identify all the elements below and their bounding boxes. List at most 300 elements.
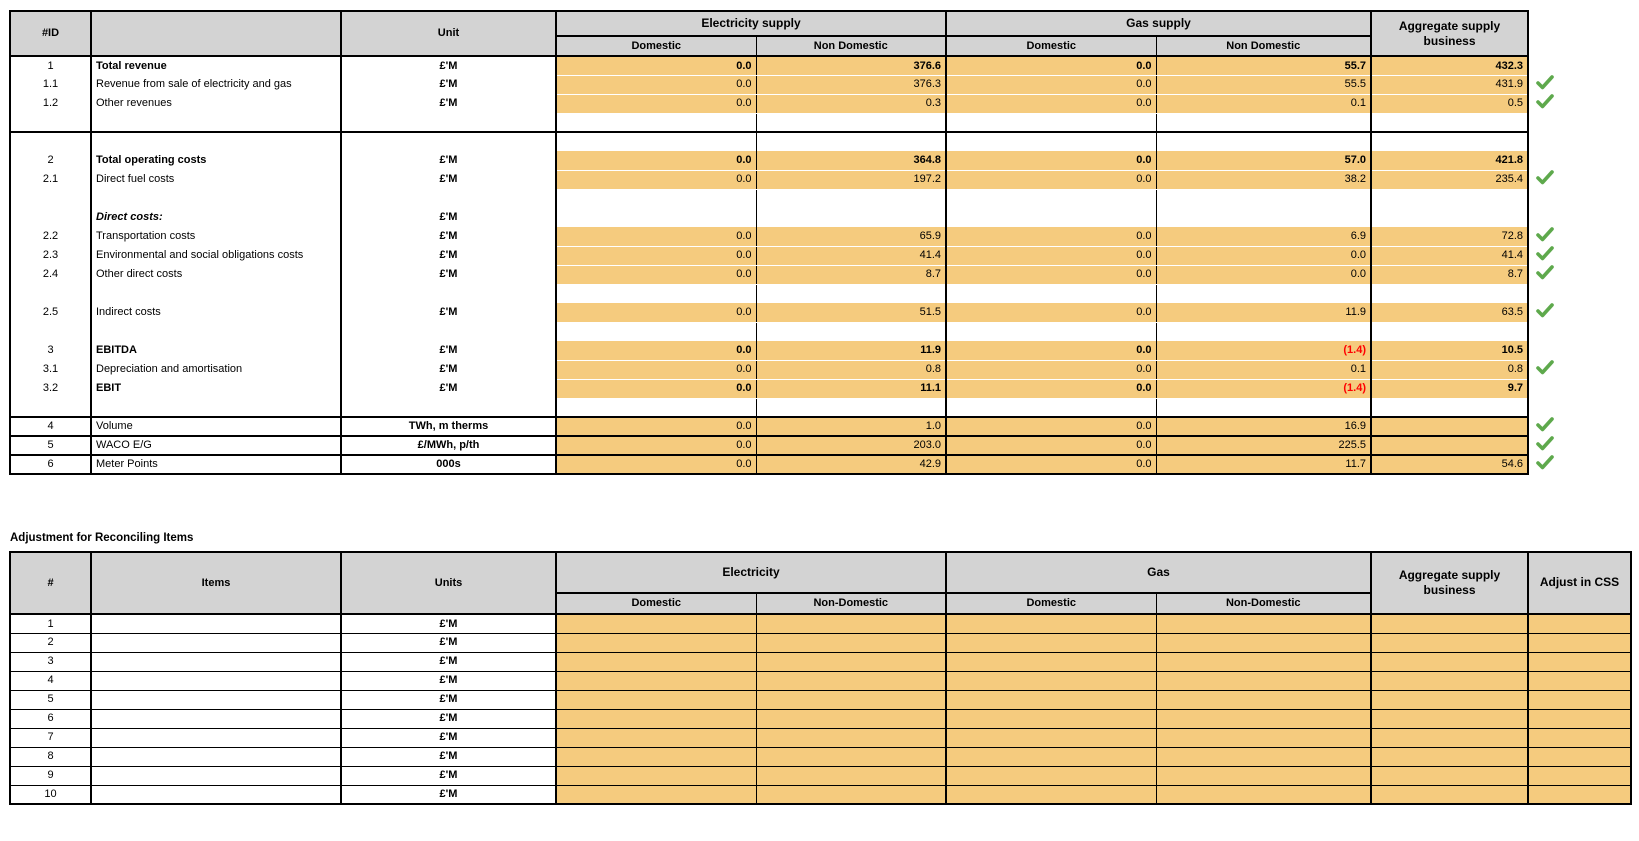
cell-aggregate[interactable] bbox=[1371, 785, 1528, 804]
cell-units: £'M bbox=[341, 652, 556, 671]
cell-aggregate[interactable]: 54.6 bbox=[1371, 455, 1528, 474]
cell-aggregate[interactable]: 9.7 bbox=[1371, 379, 1528, 398]
check-icon bbox=[1536, 360, 1554, 375]
cell-aggregate bbox=[1371, 208, 1528, 227]
cell-elec-domestic[interactable]: 0.0 bbox=[556, 455, 756, 474]
cell-item: Total operating costs bbox=[91, 151, 341, 170]
check-cell bbox=[1528, 265, 1568, 284]
cell-adjust-in-css[interactable] bbox=[1528, 766, 1631, 785]
cell-elec-domestic bbox=[556, 208, 756, 227]
cell-aggregate[interactable] bbox=[1371, 747, 1528, 766]
cell-id: 2.5 bbox=[10, 303, 91, 322]
cell-gas-non-domestic[interactable]: (1.4) bbox=[1156, 379, 1371, 398]
table-row bbox=[10, 151, 1568, 170]
cell-gas-non-domestic[interactable]: 6.9 bbox=[1156, 227, 1371, 246]
cell-adjust-in-css[interactable] bbox=[1528, 690, 1631, 709]
cell-elec-non-domestic[interactable]: 8.7 bbox=[756, 265, 946, 284]
cell-elec-non-domestic bbox=[756, 132, 946, 151]
check-icon bbox=[1536, 436, 1554, 451]
cell-gas-non-domestic[interactable]: 11.9 bbox=[1156, 303, 1371, 322]
cell-id: 4 bbox=[10, 417, 91, 436]
cell-unit: £'M bbox=[341, 265, 556, 284]
cell-gas-non-domestic bbox=[1156, 189, 1371, 208]
cell-elec-domestic[interactable]: 0.0 bbox=[556, 265, 756, 284]
cell-gas-non-domestic[interactable]: 0.1 bbox=[1156, 94, 1371, 113]
cell-elec-domestic[interactable]: 0.0 bbox=[556, 246, 756, 265]
check-icon bbox=[1536, 94, 1554, 109]
cell-gas-non-domestic bbox=[1156, 322, 1371, 341]
cell-gas-non-domestic[interactable]: 0.0 bbox=[1156, 246, 1371, 265]
cell-aggregate bbox=[1371, 322, 1528, 341]
cell-id: 2.2 bbox=[10, 227, 91, 246]
table-row bbox=[10, 671, 1631, 690]
cell-gas-domestic[interactable]: 0.0 bbox=[946, 265, 1156, 284]
reconciling-items-table bbox=[9, 551, 1632, 805]
cell-elec-domestic[interactable]: 0.0 bbox=[556, 151, 756, 170]
cell-gas-non-domestic bbox=[1156, 398, 1371, 417]
cell-adjust-in-css[interactable] bbox=[1528, 614, 1631, 633]
cell-elec-non-domestic bbox=[756, 189, 946, 208]
cell-gas-domestic[interactable]: 0.0 bbox=[946, 417, 1156, 436]
cell-aggregate[interactable] bbox=[1371, 671, 1528, 690]
cell-units: £'M bbox=[341, 728, 556, 747]
cell-elec-domestic[interactable] bbox=[556, 747, 756, 766]
cell-gas-domestic[interactable]: 0.0 bbox=[946, 227, 1156, 246]
cell-item: EBITDA bbox=[91, 341, 341, 360]
cell-gas-domestic[interactable]: 0.0 bbox=[946, 75, 1156, 94]
cell-gas-domestic[interactable]: 0.0 bbox=[946, 303, 1156, 322]
cell-gas-non-domestic[interactable]: 38.2 bbox=[1156, 170, 1371, 189]
cell-aggregate[interactable]: 8.7 bbox=[1371, 265, 1528, 284]
check-cell bbox=[1528, 246, 1568, 265]
check-cell bbox=[1528, 113, 1568, 132]
cell-aggregate[interactable]: 0.8 bbox=[1371, 360, 1528, 379]
cell-gas-non-domestic[interactable]: 55.7 bbox=[1156, 56, 1371, 75]
cell-elec-non-domestic bbox=[756, 113, 946, 132]
cell-gas-domestic[interactable] bbox=[946, 747, 1156, 766]
cell-gas-domestic[interactable]: 0.0 bbox=[946, 360, 1156, 379]
cell-item bbox=[91, 189, 341, 208]
table-row bbox=[10, 379, 1568, 398]
cell-gas-non-domestic bbox=[1156, 208, 1371, 227]
col-header-unit: Unit bbox=[341, 11, 556, 56]
cell-aggregate bbox=[1371, 284, 1528, 303]
cell-elec-non-domestic[interactable]: 11.9 bbox=[756, 341, 946, 360]
cell-aggregate[interactable]: 431.9 bbox=[1371, 75, 1528, 94]
cell-elec-domestic[interactable]: 0.0 bbox=[556, 75, 756, 94]
cell-aggregate[interactable] bbox=[1371, 690, 1528, 709]
col-group-gas: Gas bbox=[946, 552, 1371, 593]
col-header-gas-domestic: Domestic bbox=[946, 36, 1156, 56]
cell-gas-non-domestic[interactable]: 0.0 bbox=[1156, 265, 1371, 284]
cell-id bbox=[10, 284, 91, 303]
cell-adjust-in-css[interactable] bbox=[1528, 633, 1631, 652]
cell-gas-non-domestic[interactable]: 11.7 bbox=[1156, 455, 1371, 474]
cell-elec-domestic[interactable]: 0.0 bbox=[556, 303, 756, 322]
check-cell bbox=[1528, 75, 1568, 94]
cell-unit: £'M bbox=[341, 151, 556, 170]
cell-gas-non-domestic[interactable]: (1.4) bbox=[1156, 341, 1371, 360]
cell-aggregate[interactable] bbox=[1371, 652, 1528, 671]
cell-elec-domestic bbox=[556, 322, 756, 341]
table-row bbox=[10, 633, 1631, 652]
cell-item: Depreciation and amortisation bbox=[91, 360, 341, 379]
check-column-spacer bbox=[1528, 11, 1568, 56]
cell-gas-domestic bbox=[946, 132, 1156, 151]
cell-item: WACO E/G bbox=[91, 436, 341, 455]
cell-units: £'M bbox=[341, 690, 556, 709]
check-cell bbox=[1528, 208, 1568, 227]
cell-elec-non-domestic[interactable] bbox=[756, 766, 946, 785]
cell-aggregate[interactable] bbox=[1371, 728, 1528, 747]
check-cell bbox=[1528, 284, 1568, 303]
table-row bbox=[10, 227, 1568, 246]
cell-item: Environmental and social obligations costs bbox=[91, 246, 341, 265]
check-cell bbox=[1528, 341, 1568, 360]
cell-elec-non-domestic[interactable] bbox=[756, 614, 946, 633]
cell-gas-non-domestic[interactable] bbox=[1156, 709, 1371, 728]
col-header-aggregate: Aggregate supply business bbox=[1371, 552, 1528, 614]
cell-aggregate[interactable]: 63.5 bbox=[1371, 303, 1528, 322]
cell-gas-domestic bbox=[946, 208, 1156, 227]
cell-elec-non-domestic[interactable] bbox=[756, 671, 946, 690]
cell-elec-non-domestic[interactable]: 51.5 bbox=[756, 303, 946, 322]
cell-item bbox=[91, 284, 341, 303]
cell-elec-domestic[interactable] bbox=[556, 709, 756, 728]
cell-item[interactable] bbox=[91, 766, 341, 785]
cell-gas-non-domestic[interactable]: 0.1 bbox=[1156, 360, 1371, 379]
table-row bbox=[10, 614, 1631, 633]
cell-gas-domestic[interactable] bbox=[946, 785, 1156, 804]
cell-elec-non-domestic bbox=[756, 322, 946, 341]
cell-item[interactable] bbox=[91, 728, 341, 747]
cell-elec-non-domestic[interactable] bbox=[756, 709, 946, 728]
cell-id: 2 bbox=[10, 633, 91, 652]
cell-id: 5 bbox=[10, 436, 91, 455]
cell-gas-domestic[interactable] bbox=[946, 652, 1156, 671]
cell-gas-non-domestic[interactable] bbox=[1156, 614, 1371, 633]
cell-aggregate[interactable] bbox=[1371, 766, 1528, 785]
cell-item bbox=[91, 132, 341, 151]
cell-elec-domestic[interactable]: 0.0 bbox=[556, 436, 756, 455]
cell-elec-domestic[interactable] bbox=[556, 728, 756, 747]
table-row bbox=[10, 170, 1568, 189]
cell-aggregate[interactable]: 10.5 bbox=[1371, 341, 1528, 360]
cell-elec-non-domestic[interactable]: 364.8 bbox=[756, 151, 946, 170]
cell-elec-non-domestic[interactable]: 376.3 bbox=[756, 75, 946, 94]
cell-adjust-in-css[interactable] bbox=[1528, 785, 1631, 804]
cell-item: Revenue from sale of electricity and gas bbox=[91, 75, 341, 94]
cell-aggregate[interactable]: 72.8 bbox=[1371, 227, 1528, 246]
cell-aggregate[interactable]: 432.3 bbox=[1371, 56, 1528, 75]
table-row bbox=[10, 341, 1568, 360]
cell-elec-domestic[interactable] bbox=[556, 671, 756, 690]
cell-gas-non-domestic bbox=[1156, 132, 1371, 151]
cell-unit bbox=[341, 113, 556, 132]
cell-unit bbox=[341, 398, 556, 417]
cell-elec-non-domestic[interactable] bbox=[756, 690, 946, 709]
cell-elec-domestic[interactable]: 0.0 bbox=[556, 379, 756, 398]
cell-elec-non-domestic bbox=[756, 284, 946, 303]
cell-item[interactable] bbox=[91, 690, 341, 709]
col-group-electricity-supply: Electricity supply bbox=[556, 11, 946, 36]
cell-item[interactable] bbox=[91, 652, 341, 671]
cell-gas-non-domestic[interactable]: 55.5 bbox=[1156, 75, 1371, 94]
cell-id: 1.2 bbox=[10, 94, 91, 113]
cell-gas-domestic[interactable] bbox=[946, 709, 1156, 728]
table-row bbox=[10, 747, 1631, 766]
table-row bbox=[10, 265, 1568, 284]
cell-aggregate[interactable]: 0.5 bbox=[1371, 94, 1528, 113]
cell-id: 3 bbox=[10, 652, 91, 671]
table-row bbox=[10, 652, 1631, 671]
cell-gas-non-domestic[interactable] bbox=[1156, 785, 1371, 804]
cell-adjust-in-css[interactable] bbox=[1528, 728, 1631, 747]
col-header-aggregate: Aggregate supply business bbox=[1371, 11, 1528, 56]
cell-id bbox=[10, 322, 91, 341]
cell-item: Meter Points bbox=[91, 455, 341, 474]
cell-gas-domestic[interactable] bbox=[946, 766, 1156, 785]
check-cell bbox=[1528, 417, 1568, 436]
cell-id: 3 bbox=[10, 341, 91, 360]
cell-adjust-in-css[interactable] bbox=[1528, 671, 1631, 690]
cell-elec-domestic[interactable]: 0.0 bbox=[556, 417, 756, 436]
cell-unit: 000s bbox=[341, 455, 556, 474]
cell-gas-domestic[interactable]: 0.0 bbox=[946, 341, 1156, 360]
table-row bbox=[10, 113, 1568, 132]
cell-elec-non-domestic[interactable] bbox=[756, 728, 946, 747]
cell-unit: £'M bbox=[341, 94, 556, 113]
cell-item[interactable] bbox=[91, 747, 341, 766]
cell-aggregate[interactable] bbox=[1371, 633, 1528, 652]
cell-id: 1 bbox=[10, 56, 91, 75]
cell-gas-non-domestic[interactable] bbox=[1156, 766, 1371, 785]
cell-item bbox=[91, 322, 341, 341]
cell-units: £'M bbox=[341, 671, 556, 690]
cell-elec-non-domestic[interactable] bbox=[756, 633, 946, 652]
cell-elec-non-domestic[interactable] bbox=[756, 785, 946, 804]
cell-item: Other direct costs bbox=[91, 265, 341, 284]
cell-gas-domestic[interactable] bbox=[946, 728, 1156, 747]
cell-item[interactable] bbox=[91, 709, 341, 728]
cell-gas-domestic bbox=[946, 113, 1156, 132]
cell-aggregate[interactable] bbox=[1371, 417, 1528, 436]
cell-aggregate[interactable]: 41.4 bbox=[1371, 246, 1528, 265]
cell-aggregate[interactable]: 421.8 bbox=[1371, 151, 1528, 170]
cell-gas-domestic[interactable]: 0.0 bbox=[946, 94, 1156, 113]
cell-unit: £'M bbox=[341, 227, 556, 246]
cell-aggregate[interactable] bbox=[1371, 614, 1528, 633]
check-cell bbox=[1528, 132, 1568, 151]
cell-item[interactable] bbox=[91, 633, 341, 652]
cell-id: 7 bbox=[10, 728, 91, 747]
col-group-electricity: Electricity bbox=[556, 552, 946, 593]
cell-adjust-in-css[interactable] bbox=[1528, 709, 1631, 728]
cell-item[interactable] bbox=[91, 671, 341, 690]
cell-id: 2.4 bbox=[10, 265, 91, 284]
cell-item bbox=[91, 398, 341, 417]
cell-elec-non-domestic[interactable]: 11.1 bbox=[756, 379, 946, 398]
col-header-items: Items bbox=[91, 552, 341, 614]
cell-aggregate bbox=[1371, 113, 1528, 132]
cell-elec-non-domestic[interactable] bbox=[756, 652, 946, 671]
cell-id bbox=[10, 398, 91, 417]
cell-elec-domestic[interactable]: 0.0 bbox=[556, 360, 756, 379]
col-header-items bbox=[91, 11, 341, 56]
check-cell bbox=[1528, 303, 1568, 322]
cell-id: 5 bbox=[10, 690, 91, 709]
cell-gas-domestic[interactable] bbox=[946, 671, 1156, 690]
cell-unit bbox=[341, 189, 556, 208]
check-icon bbox=[1536, 246, 1554, 261]
cell-gas-non-domestic[interactable] bbox=[1156, 652, 1371, 671]
cell-elec-domestic[interactable] bbox=[556, 614, 756, 633]
cell-units: £'M bbox=[341, 785, 556, 804]
cell-gas-domestic[interactable]: 0.0 bbox=[946, 170, 1156, 189]
cell-gas-non-domestic[interactable] bbox=[1156, 747, 1371, 766]
col-header-elec-non-domestic: Non-Domestic bbox=[756, 593, 946, 614]
cell-units: £'M bbox=[341, 766, 556, 785]
col-header-units: Units bbox=[341, 552, 556, 614]
table-row bbox=[10, 94, 1568, 113]
cell-elec-domestic bbox=[556, 113, 756, 132]
cell-elec-domestic[interactable] bbox=[556, 690, 756, 709]
check-icon bbox=[1536, 170, 1554, 185]
cell-aggregate[interactable] bbox=[1371, 709, 1528, 728]
cell-item: Volume bbox=[91, 417, 341, 436]
cell-unit bbox=[341, 132, 556, 151]
cell-id: 8 bbox=[10, 747, 91, 766]
cell-item[interactable] bbox=[91, 614, 341, 633]
cell-elec-domestic[interactable] bbox=[556, 785, 756, 804]
col-header-elec-non-domestic: Non Domestic bbox=[756, 36, 946, 56]
cell-elec-non-domestic[interactable]: 376.6 bbox=[756, 56, 946, 75]
table-row bbox=[10, 417, 1568, 436]
check-icon bbox=[1536, 417, 1554, 432]
col-header-id: # bbox=[10, 552, 91, 614]
table-row bbox=[10, 690, 1631, 709]
col-header-adjust-in-css: Adjust in CSS bbox=[1528, 552, 1631, 614]
cell-id: 1.1 bbox=[10, 75, 91, 94]
cell-gas-domestic[interactable] bbox=[946, 614, 1156, 633]
cell-gas-domestic[interactable] bbox=[946, 633, 1156, 652]
cell-gas-domestic[interactable]: 0.0 bbox=[946, 379, 1156, 398]
cell-id: 4 bbox=[10, 671, 91, 690]
cell-adjust-in-css[interactable] bbox=[1528, 652, 1631, 671]
cell-elec-domestic[interactable]: 0.0 bbox=[556, 94, 756, 113]
cell-gas-domestic[interactable]: 0.0 bbox=[946, 151, 1156, 170]
table-row bbox=[10, 728, 1631, 747]
col-header-elec-domestic: Domestic bbox=[556, 36, 756, 56]
table-header-row bbox=[10, 552, 1631, 593]
cell-gas-non-domestic[interactable] bbox=[1156, 728, 1371, 747]
cell-elec-domestic[interactable]: 0.0 bbox=[556, 341, 756, 360]
check-cell bbox=[1528, 94, 1568, 113]
table-row bbox=[10, 709, 1631, 728]
check-icon bbox=[1536, 227, 1554, 242]
check-cell bbox=[1528, 227, 1568, 246]
check-icon bbox=[1536, 455, 1554, 470]
cell-gas-domestic[interactable]: 0.0 bbox=[946, 455, 1156, 474]
table-row bbox=[10, 189, 1568, 208]
check-cell bbox=[1528, 151, 1568, 170]
cell-gas-domestic bbox=[946, 322, 1156, 341]
cell-id: 6 bbox=[10, 455, 91, 474]
cell-elec-domestic[interactable] bbox=[556, 652, 756, 671]
col-header-id: #ID bbox=[10, 11, 91, 56]
cell-gas-non-domestic[interactable] bbox=[1156, 671, 1371, 690]
cell-elec-non-domestic[interactable]: 65.9 bbox=[756, 227, 946, 246]
cell-id bbox=[10, 132, 91, 151]
cell-gas-domestic[interactable]: 0.0 bbox=[946, 436, 1156, 455]
table-row bbox=[10, 56, 1568, 75]
cell-item: Other revenues bbox=[91, 94, 341, 113]
cell-elec-domestic[interactable] bbox=[556, 766, 756, 785]
cell-unit: TWh, m therms bbox=[341, 417, 556, 436]
cell-gas-non-domestic[interactable]: 57.0 bbox=[1156, 151, 1371, 170]
cell-elec-non-domestic[interactable] bbox=[756, 747, 946, 766]
table-row bbox=[10, 303, 1568, 322]
cell-item bbox=[91, 113, 341, 132]
table-row bbox=[10, 360, 1568, 379]
cell-gas-domestic[interactable]: 0.0 bbox=[946, 246, 1156, 265]
cell-elec-non-domestic[interactable]: 203.0 bbox=[756, 436, 946, 455]
cell-gas-non-domestic[interactable]: 16.9 bbox=[1156, 417, 1371, 436]
cell-aggregate[interactable]: 235.4 bbox=[1371, 170, 1528, 189]
col-group-gas-supply: Gas supply bbox=[946, 11, 1371, 36]
cell-id: 1 bbox=[10, 614, 91, 633]
col-header-gas-non-domestic: Non Domestic bbox=[1156, 36, 1371, 56]
cell-elec-non-domestic[interactable]: 0.8 bbox=[756, 360, 946, 379]
cell-gas-non-domestic[interactable] bbox=[1156, 690, 1371, 709]
table-row bbox=[10, 208, 1568, 227]
cell-unit: £'M bbox=[341, 246, 556, 265]
cell-gas-domestic[interactable]: 0.0 bbox=[946, 56, 1156, 75]
cell-elec-non-domestic[interactable]: 42.9 bbox=[756, 455, 946, 474]
cell-id: 2.1 bbox=[10, 170, 91, 189]
cell-elec-non-domestic[interactable]: 1.0 bbox=[756, 417, 946, 436]
cell-adjust-in-css[interactable] bbox=[1528, 747, 1631, 766]
cell-item: Direct costs: bbox=[91, 208, 341, 227]
cell-item: Total revenue bbox=[91, 56, 341, 75]
cell-aggregate bbox=[1371, 132, 1528, 151]
cell-elec-non-domestic[interactable]: 41.4 bbox=[756, 246, 946, 265]
cell-units: £'M bbox=[341, 747, 556, 766]
cell-aggregate[interactable] bbox=[1371, 436, 1528, 455]
cell-item[interactable] bbox=[91, 785, 341, 804]
cell-unit: £'M bbox=[341, 379, 556, 398]
cell-elec-domestic[interactable]: 0.0 bbox=[556, 56, 756, 75]
check-cell bbox=[1528, 379, 1568, 398]
cell-elec-domestic[interactable] bbox=[556, 633, 756, 652]
cell-gas-domestic[interactable] bbox=[946, 690, 1156, 709]
cell-unit bbox=[341, 284, 556, 303]
col-header-gas-non-domestic: Non-Domestic bbox=[1156, 593, 1371, 614]
cell-elec-domestic[interactable]: 0.0 bbox=[556, 227, 756, 246]
cell-gas-domestic bbox=[946, 284, 1156, 303]
cell-elec-non-domestic[interactable]: 197.2 bbox=[756, 170, 946, 189]
cell-aggregate bbox=[1371, 189, 1528, 208]
cell-item: Transportation costs bbox=[91, 227, 341, 246]
table-row bbox=[10, 132, 1568, 151]
cell-unit: £'M bbox=[341, 208, 556, 227]
cell-unit: £'M bbox=[341, 303, 556, 322]
cell-gas-non-domestic[interactable] bbox=[1156, 633, 1371, 652]
cell-id: 2 bbox=[10, 151, 91, 170]
cell-elec-domestic[interactable]: 0.0 bbox=[556, 170, 756, 189]
cell-elec-non-domestic[interactable]: 0.3 bbox=[756, 94, 946, 113]
cell-gas-non-domestic[interactable]: 225.5 bbox=[1156, 436, 1371, 455]
